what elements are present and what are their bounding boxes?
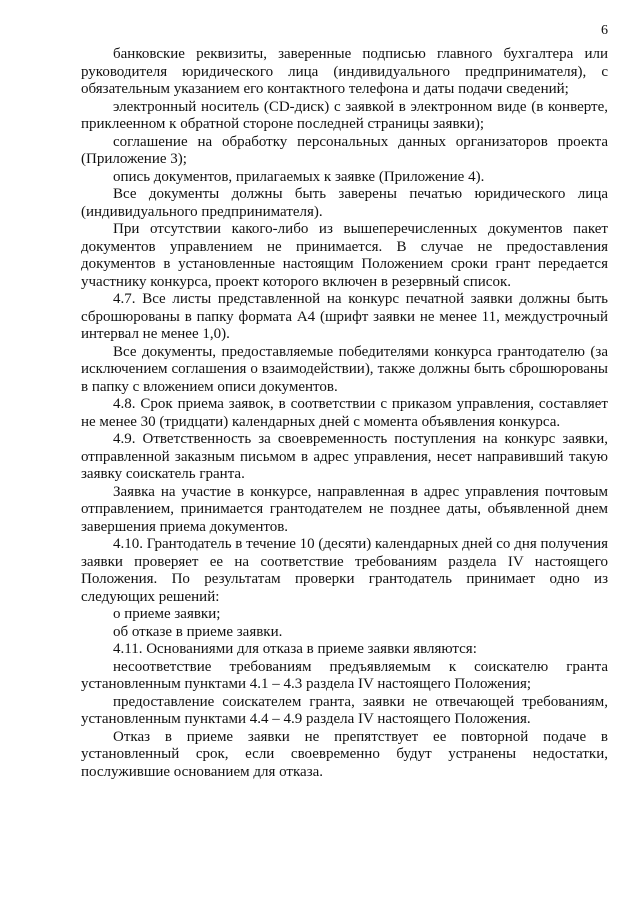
paragraph-personal-data-consent: соглашение на обработку персональных данных организаторов проекта (Приложение 3); [81, 133, 608, 167]
paragraph-resubmission: Отказ в приеме заявки не препятствует ее повторной подаче в установленный срок, если своевременно будут устранены недостатки, послужившие основанием для отказа. [81, 728, 608, 780]
paragraph-electronic-media: электронный носитель (CD-диск) с заявкой в электронном виде (в конверте, приклеенном к обратной стороне последней страницы заявки); [81, 98, 608, 132]
page-number: 6 [601, 23, 608, 38]
paragraph-section-4-7: 4.7. Все листы представленной на конкурс печатной заявки должны быть сброшюрованы в папку формата А4 (шрифт заявки не менее 11, междустрочный интервал не менее 1,0). [81, 291, 608, 342]
paragraph-missing-documents: При отсутствии какого-либо из вышеперечисленных документов пакет документов управлением не принимается. В случае не предоставления документов в установленные настоящим Положением сроки грант передается участнику конкурса, проект которого включен в резервный список. [81, 221, 608, 290]
paragraph-winner-documents: Все документы, предоставляемые победителями конкурса грантодателю (за исключением соглашения о взаимодействии), также должны быть сброшюрованы в папку с вложением описи документов. [81, 343, 608, 395]
paragraph-bank-details: банковские реквизиты, заверенные подписью главного бухгалтера или руководителя юридического лица (индивидуального предпринимателя), с обязательным указанием его контактного телефона и даты подачи сведений; [81, 46, 608, 97]
paragraph-reject-reason-2: предоставление соискателем гранта, заявки не отвечающей требованиям, установленным пунктами 4.4 – 4.9 раздела IV настоящего Положения. [81, 693, 608, 727]
paragraph-section-4-11: 4.11. Основаниями для отказа в приеме заявки являются: [113, 641, 477, 657]
paragraph-document-inventory: опись документов, прилагаемых к заявке (Приложение 4). [113, 168, 485, 185]
paragraph-decision-reject: об отказе в приеме заявки. [113, 623, 283, 640]
paragraph-reject-reason-1: несоответствие требованиям предъявляемым к соискателю гранта установленным пунктами 4.1 – 4.3 раздела IV настоящего Положения; [81, 658, 608, 692]
paragraph-section-4-9: 4.9. Ответственность за своевременность поступления на конкурс заявки, отправленной заказным письмом в адрес управления, несет направивший такую заявку соискатель гранта. [81, 431, 608, 482]
paragraph-section-4-10: 4.10. Грантодатель в течение 10 (десяти) календарных дней со дня получения заявки проверяет ее на соответствие требованиям раздела IV настоящего Положения. По результатам проверки грантодатель принимает одно из следующих решений: [81, 536, 608, 605]
paragraph-decision-accept: о приеме заявки; [113, 606, 221, 622]
paragraph-seal-requirement: Все документы должны быть заверены печатью юридического лица (индивидуального предпринимателя). [81, 186, 608, 220]
document-body [81, 46, 608, 781]
paragraph-section-4-8: 4.8. Срок приема заявок, в соответствии с приказом управления, составляет не менее 30 (тридцати) календарных дней с момента объявления конкурса. [81, 396, 608, 430]
paragraph-postal-application: Заявка на участие в конкурсе, направленная в адрес управления почтовым отправлением, принимается грантодателем не позднее даты, объявленной днем завершения приема документов. [81, 483, 608, 535]
